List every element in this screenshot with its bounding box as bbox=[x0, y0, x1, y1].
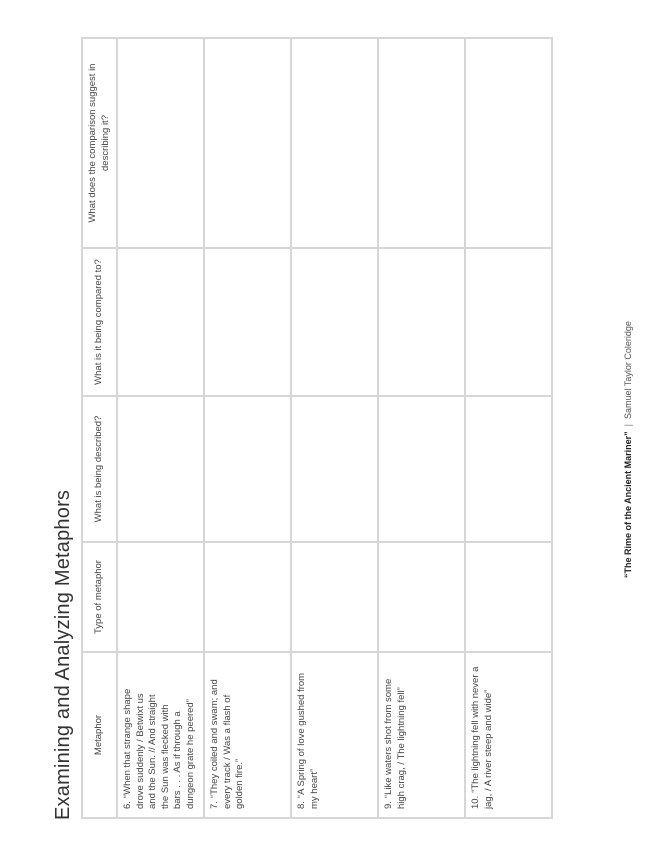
type-answer-cell[interactable] bbox=[117, 542, 204, 652]
metaphor-line: and the Sun. // And straight bbox=[147, 694, 158, 809]
table-row bbox=[117, 38, 204, 818]
metaphor-line: 8.“A Spring of love gushed from bbox=[296, 672, 307, 809]
metaphor-line: 6.“When that strange shape bbox=[122, 688, 133, 809]
header-what-described: What is being described? bbox=[82, 396, 117, 542]
compared-answer-cell[interactable] bbox=[117, 248, 204, 396]
footer-separator: | bbox=[623, 423, 633, 427]
metaphor-line: 10.“The lightning fell with never a bbox=[470, 666, 481, 809]
metaphor-cell bbox=[204, 652, 291, 818]
metaphor-cell bbox=[117, 652, 204, 818]
work-title: “The Rime of the Ancient Mariner” bbox=[623, 431, 633, 578]
suggest-answer-cell[interactable] bbox=[204, 38, 291, 248]
header-comparison-suggest: What does the comparison suggest in describing it? bbox=[82, 38, 117, 248]
header-metaphor: Metaphor bbox=[82, 652, 117, 818]
metaphor-line: every track / Was a flash of bbox=[221, 694, 233, 809]
suggest-answer-cell[interactable] bbox=[465, 38, 552, 248]
type-answer-cell[interactable] bbox=[378, 542, 465, 652]
metaphor-line: 9.“Like waters shot from some bbox=[383, 678, 394, 809]
table-row bbox=[465, 38, 552, 818]
suggest-answer-cell[interactable] bbox=[117, 38, 204, 248]
metaphor-cell bbox=[291, 652, 378, 818]
metaphor-line: bars . . . As if through a bbox=[172, 711, 183, 809]
compared-answer-cell[interactable] bbox=[378, 248, 465, 396]
table-row bbox=[291, 38, 378, 818]
page-title: Examining and Analyzing Metaphors bbox=[52, 489, 74, 820]
header-type-of-metaphor: Type of metaphor bbox=[82, 542, 117, 652]
compared-answer-cell[interactable] bbox=[465, 248, 552, 396]
metaphor-line: dungeon grate he peered” bbox=[184, 699, 196, 809]
table-row bbox=[204, 38, 291, 818]
type-answer-cell[interactable] bbox=[465, 542, 552, 652]
described-answer-cell[interactable] bbox=[465, 396, 552, 542]
compared-answer-cell[interactable] bbox=[204, 248, 291, 396]
metaphor-line: golden fire.” bbox=[234, 758, 245, 809]
described-answer-cell[interactable] bbox=[378, 396, 465, 542]
metaphor-cell bbox=[465, 652, 552, 818]
type-answer-cell[interactable] bbox=[291, 542, 378, 652]
page-footer bbox=[624, 321, 633, 578]
metaphor-line: 7.“They coiled and swam; and bbox=[209, 679, 220, 809]
table-row bbox=[378, 38, 465, 818]
header-compared-to: What is it being compared to? bbox=[82, 248, 117, 396]
metaphor-line: the Sun was flecked with bbox=[159, 704, 171, 809]
described-answer-cell[interactable] bbox=[204, 396, 291, 542]
suggest-answer-cell[interactable] bbox=[291, 38, 378, 248]
worksheet-table-container bbox=[81, 39, 546, 819]
described-answer-cell[interactable] bbox=[291, 396, 378, 542]
compared-answer-cell[interactable] bbox=[291, 248, 378, 396]
metaphor-line: jag, / A river steep and wide” bbox=[482, 689, 494, 809]
author-name: Samuel Taylor Coleridge bbox=[623, 321, 633, 419]
metaphor-cell bbox=[378, 652, 465, 818]
described-answer-cell[interactable] bbox=[117, 396, 204, 542]
suggest-answer-cell[interactable] bbox=[378, 38, 465, 248]
metaphor-worksheet-table bbox=[81, 37, 553, 819]
metaphor-line: high crag, / The lightning fell” bbox=[395, 687, 407, 809]
header-row bbox=[82, 38, 117, 818]
metaphor-line: drove suddenly / Betwixt us bbox=[134, 693, 146, 809]
metaphor-line: my heart” bbox=[308, 768, 320, 809]
type-answer-cell[interactable] bbox=[204, 542, 291, 652]
